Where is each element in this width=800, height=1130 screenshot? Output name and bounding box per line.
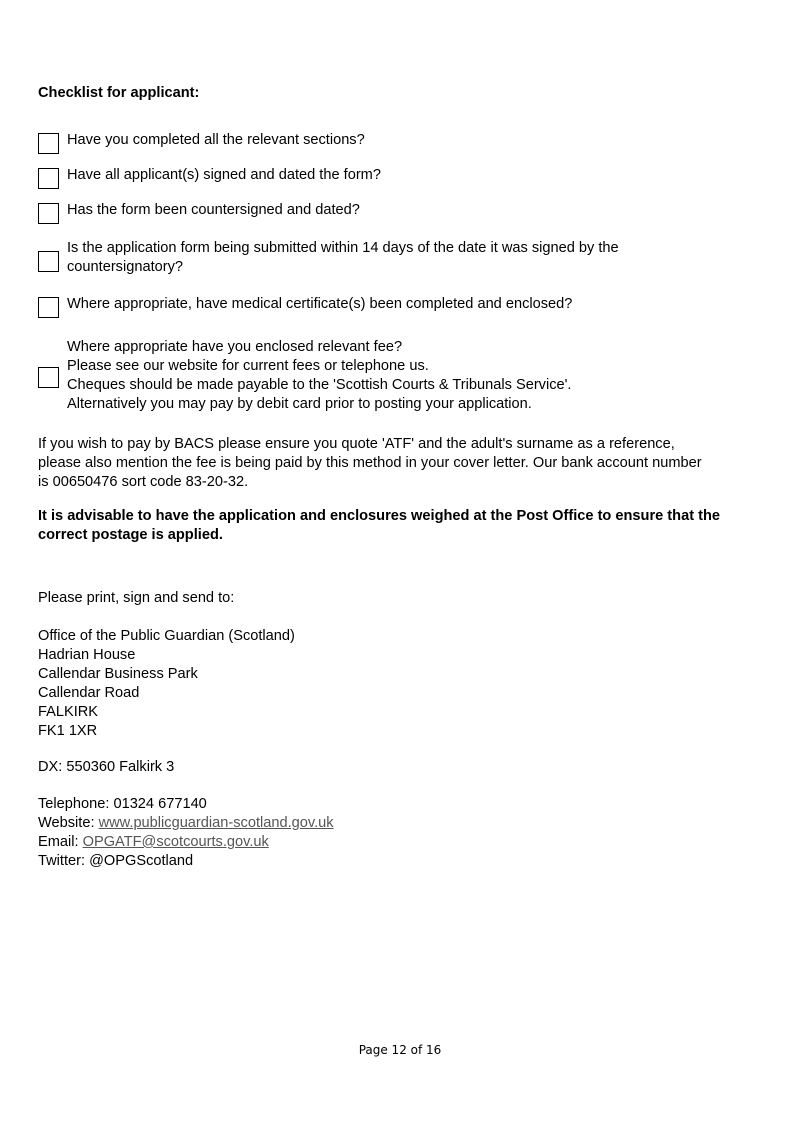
address-line: FALKIRK [38, 704, 99, 720]
checklist-item-text [67, 131, 365, 150]
address-line: Callendar Road [38, 685, 140, 701]
bacs-line: please also mention the fee is being paid by this method in your cover letter. Our bank account number [38, 455, 702, 471]
checklist-checkbox[interactable] [38, 133, 59, 154]
checklist-item [38, 201, 778, 227]
checklist-checkbox[interactable] [38, 297, 59, 318]
checklist-line: Have all applicant(s) signed and dated the form? [67, 167, 381, 183]
checklist-checkbox[interactable] [38, 168, 59, 189]
postage-line: correct postage is applied. [38, 527, 223, 543]
checklist-checkbox[interactable] [38, 251, 59, 272]
checklist-line: Where appropriate, have medical certificate(s) been completed and enclosed? [67, 296, 573, 312]
contact-details [38, 795, 778, 871]
checklist-item-text [67, 338, 571, 414]
telephone: Telephone: 01324 677140 [38, 796, 207, 812]
checklist-line: Have you completed all the relevant sections? [67, 132, 365, 148]
checklist-line: Has the form been countersigned and dated? [67, 202, 360, 218]
twitter-handle: Twitter: @OPGScotland [38, 853, 194, 869]
checklist-checkbox[interactable] [38, 367, 59, 388]
address-line: Office of the Public Guardian (Scotland) [38, 628, 295, 644]
dx-number: DX: 550360 Falkirk 3 [38, 759, 175, 775]
checklist-line: Is the application form being submitted within 14 days of the date it was signed by the [67, 240, 619, 256]
checklist-heading: Checklist for applicant: [38, 85, 200, 101]
bacs-paragraph [38, 435, 778, 492]
checklist-item-text [67, 201, 360, 220]
address-line: Callendar Business Park [38, 666, 198, 682]
bacs-line: is 00650476 sort code 83-20-32. [38, 474, 249, 490]
checklist-line: Alternatively you may pay by debit card prior to posting your application. [67, 396, 532, 412]
address-line: FK1 1XR [38, 723, 98, 739]
checklist-item [38, 131, 778, 157]
checklist-item-text [67, 166, 381, 185]
checklist-line: countersignatory? [67, 259, 184, 275]
send-to-intro: Please print, sign and send to: [38, 590, 235, 606]
address-line: Hadrian House [38, 647, 136, 663]
website-label: Website: [38, 815, 99, 831]
checklist-item-text [67, 239, 619, 277]
postage-advice [38, 507, 778, 545]
email-line [38, 833, 778, 852]
email-label: Email: [38, 834, 83, 850]
checklist-item [38, 166, 778, 192]
website-line [38, 814, 778, 833]
checklist-item [38, 295, 778, 321]
email-link[interactable]: OPGATF@scotcourts.gov.uk [82, 834, 269, 850]
checklist-line: Where appropriate have you enclosed relevant fee? [67, 339, 403, 355]
website-link[interactable]: www.publicguardian-scotland.gov.uk [98, 815, 334, 831]
checklist-item [38, 338, 778, 416]
postal-address [38, 627, 778, 741]
checklist-item [38, 239, 778, 279]
checklist-line: Please see our website for current fees or telephone us. [67, 358, 429, 374]
page-number: Page 12 of 16 [358, 1043, 442, 1057]
bacs-line: If you wish to pay by BACS please ensure you quote 'ATF' and the adult's surname as a reference, [38, 436, 675, 452]
checklist-line: Cheques should be made payable to the 'Scottish Courts & Tribunals Service'. [67, 377, 572, 393]
postage-line: It is advisable to have the application and enclosures weighed at the Post Office to ensure that the [38, 508, 721, 524]
checklist-item-text [67, 295, 572, 314]
checklist-checkbox[interactable] [38, 203, 59, 224]
